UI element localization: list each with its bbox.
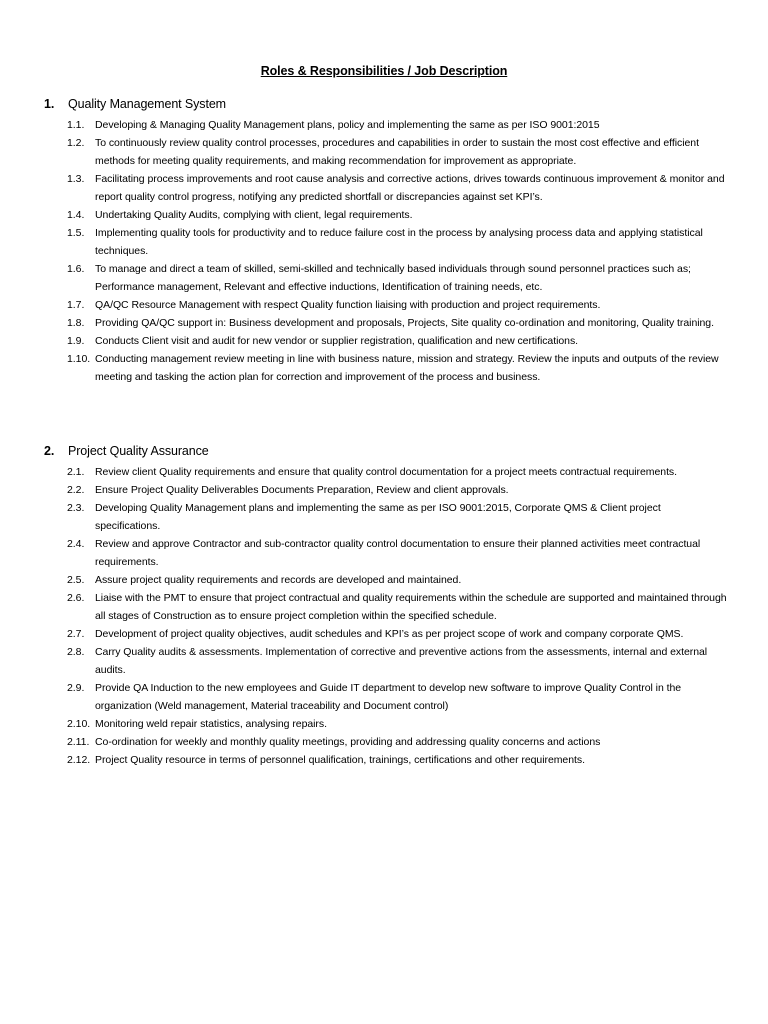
item-number: 2.2.	[67, 484, 85, 496]
item-text: Provide QA Induction to the new employees and Guide IT department to develop new software to improve Quality Control in the organization (Weld management, Material traceability and Document control)	[95, 682, 682, 712]
item-text: Development of project quality objectives, audit schedules and KPI’s as per project scope of work and company corporate QMS.	[95, 628, 684, 640]
item-number: 1.6.	[67, 263, 85, 275]
item-number: 1.2.	[67, 137, 85, 149]
item-number: 2.10.	[67, 718, 91, 730]
item-number: 1.9.	[67, 335, 85, 347]
list-item	[67, 224, 727, 260]
section-number: 1.	[44, 97, 55, 111]
item-text: Conducts Client visit and audit for new vendor or supplier registration, qualification and new certifications.	[95, 335, 579, 347]
item-text: Implementing quality tools for productivity and to reduce failure cost in the process by analysing process data and applying statistical techniques.	[95, 227, 703, 257]
item-text: Assure project quality requirements and records are developed and maintained.	[95, 574, 462, 586]
list-item	[67, 116, 727, 134]
item-number: 1.8.	[67, 317, 85, 329]
item-number: 1.7.	[67, 299, 85, 311]
item-text: Carry Quality audits & assessments. Implementation of corrective and preventive actions from the assessments, internal and external audits.	[95, 646, 708, 676]
item-number: 2.3.	[67, 502, 85, 514]
item-text: Liaise with the PMT to ensure that project contractual and quality requirements within the schedule are supported and maintained through all stages of Construction as to ensure project completion within the specified schedule.	[95, 592, 727, 622]
item-text: Undertaking Quality Audits, complying with client, legal requirements.	[95, 209, 413, 221]
list-item	[67, 625, 727, 643]
item-text: Monitoring weld repair statistics, analysing repairs.	[95, 718, 327, 730]
list-item	[67, 260, 727, 296]
item-number: 2.12.	[67, 754, 91, 766]
item-text: QA/QC Resource Management with respect Quality function liaising with production and project requirements.	[95, 299, 601, 311]
item-number: 2.5.	[67, 574, 85, 586]
item-text: Review and approve Contractor and sub-contractor quality control documentation to ensure their planned activities meet contractual requirements.	[95, 538, 701, 568]
list-item	[67, 535, 727, 571]
section-1-item-list	[67, 116, 727, 386]
list-item	[67, 715, 727, 733]
list-item	[67, 679, 727, 715]
item-text: Co-ordination for weekly and monthly quality meetings, providing and addressing quality concerns and actions	[95, 736, 601, 748]
item-text: Developing Quality Management plans and implementing the same as per ISO 9001:2015, Corporate QMS & Client project specifications.	[95, 502, 661, 532]
list-item	[67, 206, 727, 224]
item-text: Ensure Project Quality Deliverables Documents Preparation, Review and client approvals.	[95, 484, 509, 496]
item-text: Review client Quality requirements and ensure that quality control documentation for a project meets contractual requirements.	[95, 466, 677, 478]
section-2-item-list	[67, 463, 727, 769]
item-number: 1.1.	[67, 119, 85, 131]
list-item	[67, 314, 727, 332]
list-item	[67, 134, 727, 170]
item-number: 2.8.	[67, 646, 85, 658]
item-text: Facilitating process improvements and root cause analysis and corrective actions, drives towards continuous improvement & monitor and report quality control progress, notifying any predicted shortfall or discrepancies against set KPI’s.	[95, 173, 725, 203]
item-number: 1.4.	[67, 209, 85, 221]
section-heading-project-quality-assurance	[44, 444, 209, 458]
item-text: To continuously review quality control processes, procedures and capabilities in order to sustain the most cost effective and efficient methods for meeting quality requirements, and making recommendation for improvement as appropriate.	[95, 137, 699, 167]
list-item	[67, 751, 727, 769]
item-number: 2.6.	[67, 592, 85, 604]
list-item	[67, 733, 727, 751]
item-text: To manage and direct a team of skilled, semi-skilled and technically based individuals through sound personnel practices such as; Performance management, Relevant and effective inductions, Identification of training needs, etc.	[95, 263, 691, 293]
item-number: 1.5.	[67, 227, 85, 239]
item-text: Conducting management review meeting in line with business nature, mission and strategy. Review the inputs and outputs of the review meeting and tasking the action plan for correction and improvement of the process and business.	[95, 353, 719, 383]
list-item	[67, 589, 727, 625]
item-text: Developing & Managing Quality Management plans, policy and implementing the same as per ISO 9001:2015	[95, 119, 600, 131]
item-number: 2.9.	[67, 682, 85, 694]
section-heading-quality-management-system	[44, 97, 226, 111]
list-item	[67, 350, 727, 386]
item-text: Providing QA/QC support in: Business development and proposals, Projects, Site quality co-ordination and monitoring, Quality training.	[95, 317, 714, 329]
list-item	[67, 170, 727, 206]
item-number: 2.1.	[67, 466, 85, 478]
item-number: 2.7.	[67, 628, 85, 640]
document-title: Roles & Responsibilities / Job Description	[260, 64, 508, 78]
list-item	[67, 643, 727, 679]
item-number: 2.11.	[67, 736, 90, 748]
list-item	[67, 481, 727, 499]
item-number: 1.10.	[67, 353, 91, 365]
section-number: 2.	[44, 444, 55, 458]
list-item	[67, 571, 727, 589]
item-text: Project Quality resource in terms of personnel qualification, trainings, certifications and other requirements.	[95, 754, 585, 766]
item-number: 1.3.	[67, 173, 85, 185]
section-title: Quality Management System	[68, 97, 226, 111]
item-number: 2.4.	[67, 538, 85, 550]
list-item	[67, 296, 727, 314]
section-title: Project Quality Assurance	[68, 444, 209, 458]
list-item	[67, 332, 727, 350]
list-item	[67, 499, 727, 535]
list-item	[67, 463, 727, 481]
